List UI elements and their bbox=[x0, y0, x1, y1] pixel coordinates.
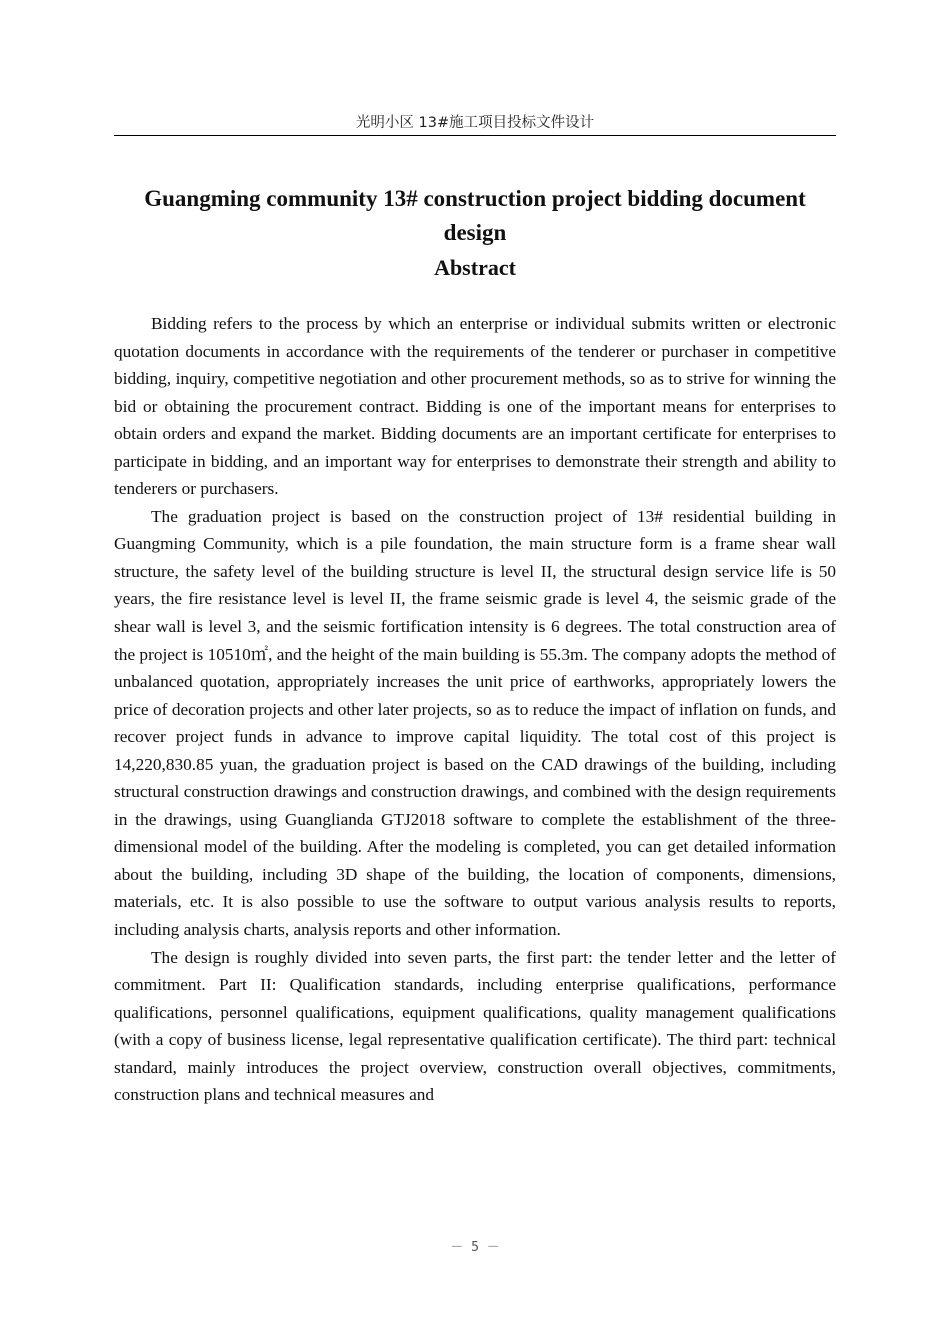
abstract-body bbox=[114, 310, 836, 1109]
paragraph: Bidding refers to the process by which an enterprise or individual submits written or electronic quotation documents in accordance with the requirements of the tenderer or purchaser in competitive bidding, inquiry, competitive negotiation and other procurement methods, so as to strive for winning the bid or obtaining the procurement contract. Bidding is one of the important means for enterprises to obtain orders and expand the market. Bidding documents are an important certificate for enterprises to participate in bidding, and an important way for enterprises to demonstrate their strength and ability to tenderers or purchasers. bbox=[114, 314, 836, 499]
document-title: Guangming community 13# construction project bidding document design bbox=[144, 186, 806, 245]
header-divider bbox=[114, 135, 836, 136]
page-number: － 5 － bbox=[450, 1240, 500, 1255]
section-heading-abstract: Abstract bbox=[434, 255, 516, 280]
running-header: 光明小区 13#施工项目投标文件设计 bbox=[355, 115, 595, 131]
paragraph: The design is roughly divided into seven parts, the first part: the tender letter and the letter of commitment. Part II: Qualification standards, including enterprise qualifications, performance qualifications, personnel qualifications, equipment qualifications, quality management qualifications (with a copy of business license, legal representative qualification certificate). The third part: technical standard, mainly introduces the project overview, construction overall objectives, commitments, construction plans and technical measures and bbox=[114, 947, 836, 1105]
paragraph: The graduation project is based on the construction project of 13# residential building in Guangming Community, which is a pile foundation, the main structure form is a frame shear wall structure, the safety level of the building structure is level II, the structural design service life is 50 years, the fire resistance level is level II, the frame seismic grade is level 4, the seismic grade of the shear wall is level 3, and the seismic fortification intensity is 6 degrees. The total construction area of the project is 10510㎡, and the height of the main building is 55.3m. The company adopts the method of unbalanced quotation, appropriately increases the unit price of earthworks, appropriately lowers the price of decoration projects and other later projects, so as to reduce the impact of inflation on funds, and recover project funds in advance to improve capital liquidity. The total cost of this project is 14,220,830.85 yuan, the graduation project is based on the CAD drawings of the building, including structural construction drawings and construction drawings, and combined with the design requirements in the drawings, using Guanglianda GTJ2018 software to complete the establishment of the three-dimensional model of the building. After the modeling is completed, you can get detailed information about the building, including 3D shape of the building, the location of components, dimensions, materials, etc. It is also possible to use the software to output various analysis results to reports, including analysis charts, analysis reports and other information. bbox=[114, 506, 837, 940]
